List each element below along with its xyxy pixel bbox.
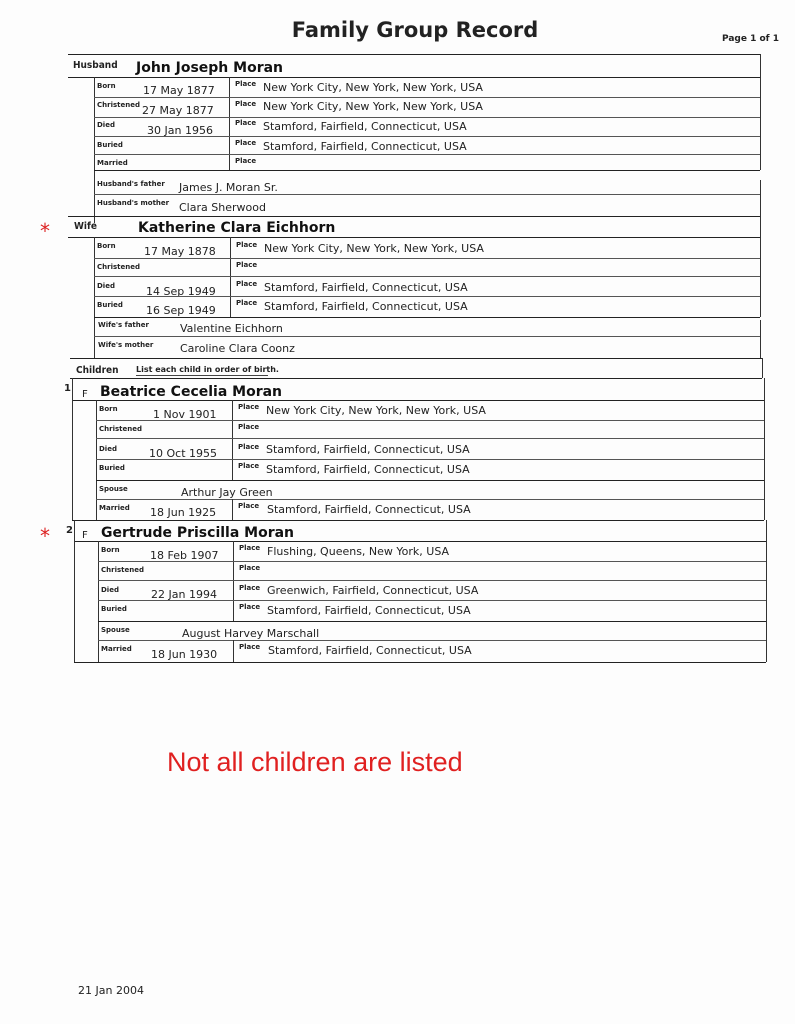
place-label: Place [238,462,260,470]
place-label: Place [235,139,257,147]
born-label: Born [97,242,116,250]
place-label: Place [236,299,258,307]
place-label: Place [239,564,261,572]
child-married-place: Stamford, Fairfield, Connecticut, USA [267,503,471,516]
buried-label: Buried [97,301,123,309]
christened-label: Christened [101,566,144,574]
child-died-place: Greenwich, Fairfield, Connecticut, USA [267,584,479,597]
married-label: Married [101,645,132,653]
place-label: Place [239,584,261,592]
born-label: Born [97,82,116,90]
husband-label: Husband [73,60,118,71]
place-label: Place [239,643,261,651]
husband-died-date: 30 Jan 1956 [147,124,213,137]
wife-mother: Caroline Clara Coonz [180,342,295,355]
born-label: Born [101,546,120,554]
buried-label: Buried [101,605,127,613]
page-number: Page 1 of 1 [722,34,779,44]
child-number: 1 [64,383,71,394]
place-label: Place [235,157,257,165]
children-instruction: List each child in order of birth. [136,365,279,374]
born-label: Born [99,405,118,413]
christened-label: Christened [97,263,140,271]
place-label: Place [235,80,257,88]
buried-label: Buried [99,464,125,472]
place-label: Place [235,119,257,127]
wife-died-place: Stamford, Fairfield, Connecticut, USA [264,281,468,294]
christened-label: Christened [99,425,142,433]
husband-mother: Clara Sherwood [179,201,266,214]
died-label: Died [101,586,119,594]
husband-christened-date: 27 May 1877 [142,104,214,117]
child-died-date: 10 Oct 1955 [149,447,218,460]
place-label: Place [236,241,258,249]
child-died-date: 22 Jan 1994 [151,588,217,601]
place-label: Place [239,544,261,552]
child-married-date: 18 Jun 1925 [150,506,217,519]
child-spouse: Arthur Jay Green [181,486,273,499]
child-sex: F [82,530,88,541]
child-born-date: 18 Feb 1907 [150,549,219,562]
married-label: Married [97,159,128,167]
husband-name: John Joseph Moran [136,60,284,76]
husbands-father-label: Husband's father [97,180,165,188]
child-spouse: August Harvey Marschall [182,627,320,640]
wife-buried-place: Stamford, Fairfield, Connecticut, USA [264,300,468,313]
wifes-father-label: Wife's father [98,321,149,329]
child-married-place: Stamford, Fairfield, Connecticut, USA [268,644,472,657]
place-label: Place [239,603,261,611]
husband-born-date: 17 May 1877 [143,84,215,97]
child-marker: * [40,524,50,548]
place-label: Place [238,443,260,451]
spouse-label: Spouse [101,626,130,634]
husband-born-place: New York City, New York, New York, USA [263,81,483,94]
place-label: Place [238,502,260,510]
husbands-mother-label: Husband's mother [97,199,170,207]
husband-father: James J. Moran Sr. [179,181,278,194]
husband-buried-place: Stamford, Fairfield, Connecticut, USA [263,140,467,153]
wife-father: Valentine Eichhorn [180,322,283,335]
husband-died-place: Stamford, Fairfield, Connecticut, USA [263,120,467,133]
wife-buried-date: 16 Sep 1949 [146,304,216,317]
child-name: Gertrude Priscilla Moran [101,525,295,541]
christened-label: Christened [97,101,140,109]
child-born-place: Flushing, Queens, New York, USA [267,545,450,558]
page-title: Family Group Record [291,18,539,42]
died-label: Died [99,445,117,453]
married-label: Married [99,504,130,512]
place-label: Place [238,423,260,431]
place-label: Place [235,100,257,108]
place-label: Place [236,280,258,288]
child-buried-place: Stamford, Fairfield, Connecticut, USA [266,463,470,476]
husband-christened-place: New York City, New York, New York, USA [263,100,483,113]
place-label: Place [238,403,260,411]
child-born-date: 1 Nov 1901 [153,408,217,421]
died-label: Died [97,121,115,129]
buried-label: Buried [97,141,123,149]
place-label: Place [236,261,258,269]
child-number: 2 [66,525,73,536]
annotation-note: Not all children are listed [167,747,463,777]
child-married-date: 18 Jun 1930 [151,648,218,661]
children-label: Children [76,365,119,376]
died-label: Died [97,282,115,290]
footer-date: 21 Jan 2004 [78,984,144,997]
child-sex: F [82,389,88,400]
top-rule [68,54,760,55]
child-buried-place: Stamford, Fairfield, Connecticut, USA [267,604,471,617]
wife-died-date: 14 Sep 1949 [146,285,216,298]
spouse-label: Spouse [99,485,128,493]
child-born-place: New York City, New York, New York, USA [266,404,486,417]
child-name: Beatrice Cecelia Moran [100,384,283,400]
wife-born-date: 17 May 1878 [144,245,216,258]
child-died-place: Stamford, Fairfield, Connecticut, USA [266,443,470,456]
wife-marker: * [40,219,50,243]
wife-born-place: New York City, New York, New York, USA [264,242,484,255]
wifes-mother-label: Wife's mother [98,341,154,349]
wife-label: Wife [74,221,98,232]
wife-name: Katherine Clara Eichhorn [138,220,336,236]
